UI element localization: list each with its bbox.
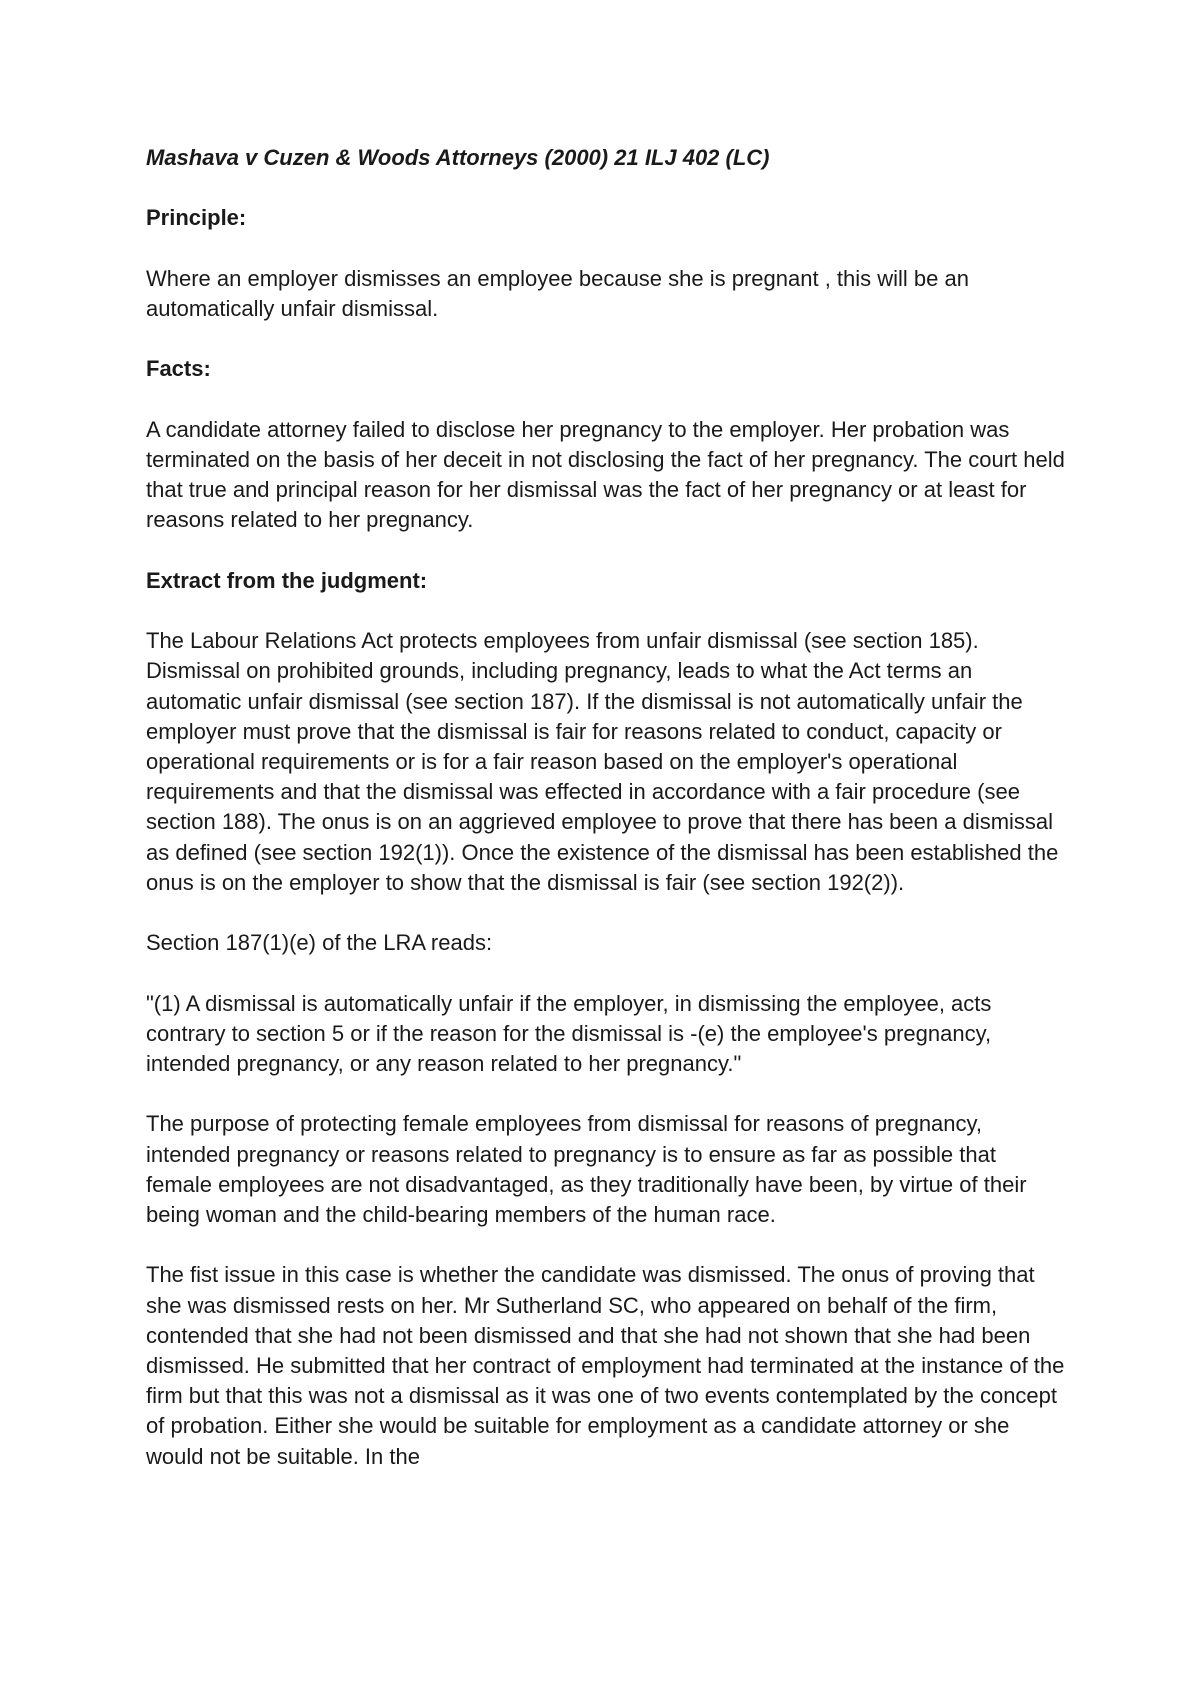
extract-quote: "(1) A dismissal is automatically unfair if the employer, in dismissing the employee, acts contrary to section 5 or if the reason for the dismissal is -(e) the employee's pregnancy, intended pregnancy, or any reason related to her pregnancy." [146,990,992,1076]
extract-paragraph-4: The purpose of protecting female employees from dismissal for reasons of pregnancy, intended pregnancy or reasons related to pregnancy is to ensure as far as possible that female employees are not disadvantaged, as they traditionally have been, by virtue of their being woman and the child-bearing members of the human race. [146,1111,1027,1227]
extract-paragraph-2: Section 187(1)(e) of the LRA reads: [146,930,493,956]
principle-text: Where an employer dismisses an employee because she is pregnant , this will be an automatically unfair dismissal. [146,265,969,321]
facts-text: A candidate attorney failed to disclose her pregnancy to the employer. Her probation was terminated on the basis of her deceit in not disclosing the fact of her pregnancy. The court held that true and principal reason for her dismissal was the fact of her pregnancy or at least for reasons related to her pregnancy. [146,416,1065,533]
case-title: Mashava v Cuzen & Woods Attorneys (2000) 21 ILJ 402 (LC) [146,145,770,170]
extract-paragraph-5: The fist issue in this case is whether the candidate was dismissed. The onus of proving that she was dismissed rests on her. Mr Sutherland SC, who appeared on behalf of the firm, contended that she had not been dismissed and that she had not shown that she had been dismissed. He submitted that her contract of employment had terminated at the instance of the firm but that this was not a dismissal as it was one of two events contemplated by the concept of probation. Either she would be suitable for employment as a candidate attorney or she would not be suitable. In the [146,1262,1065,1469]
extract-heading: Extract from the judgment: [146,567,428,593]
extract-paragraph-1: The Labour Relations Act protects employees from unfair dismissal (see section 185). Dismissal on prohibited grounds, including pregnancy, leads to what the Act terms an automatic unfair dismissal (see section 187). If the dismissal is not automatically unfair the employer must prove that the dismissal is fair for reasons related to conduct, capacity or operational requirements or is for a fair reason based on the employer's operational requirements and that the dismissal was effected in accordance with a fair procedure (see section 188). The onus is on an aggrieved employee to prove that there has been a dismissal as defined (see section 192(1)). Once the existence of the dismissal has been established the onus is on the employer to show that the dismissal is fair (see section 192(2)). [146,628,1059,895]
principle-heading: Principle: [146,205,247,231]
document-body [146,143,1066,1472]
facts-heading: Facts: [146,356,211,382]
